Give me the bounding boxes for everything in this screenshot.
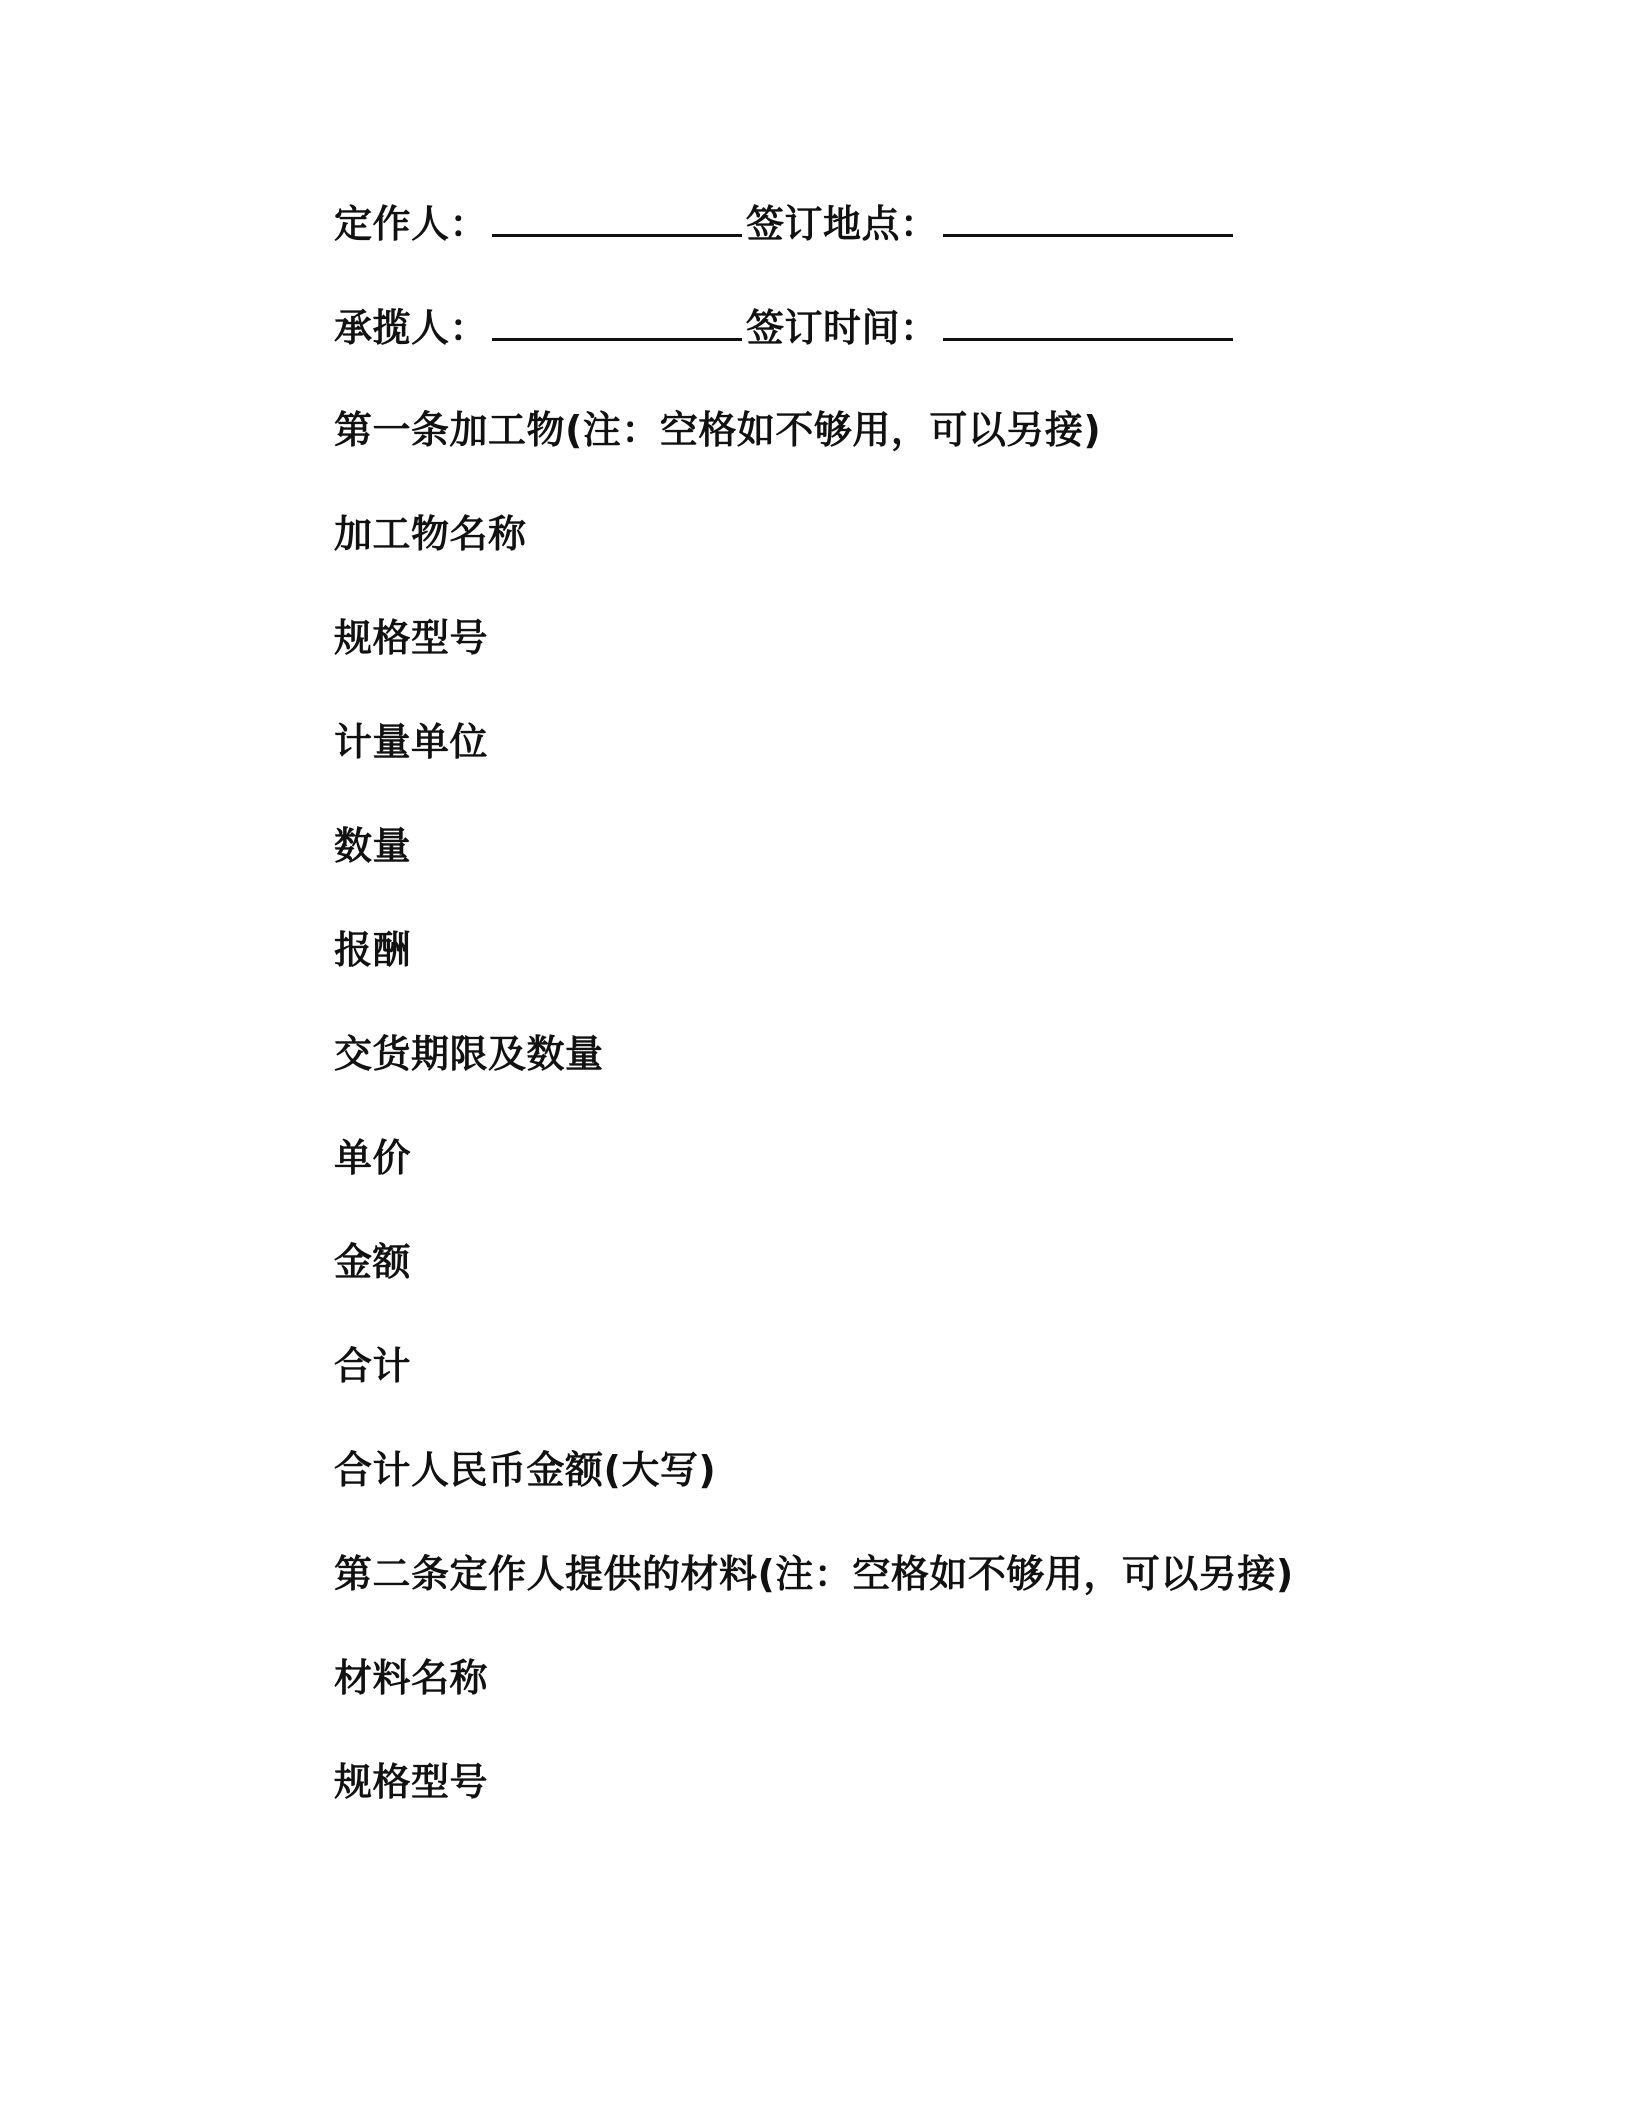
field-spec-model: 规格型号 bbox=[334, 616, 489, 660]
field-unit: 计量单位 bbox=[334, 720, 489, 764]
field-quantity: 数量 bbox=[334, 824, 412, 868]
header-row-undertaker bbox=[334, 294, 1484, 398]
label-qianding-didian: 签订地点： bbox=[746, 202, 939, 246]
header-row-contractor bbox=[334, 190, 1484, 294]
blank-qianding-didian[interactable] bbox=[943, 190, 1233, 237]
blank-qianding-shijian[interactable] bbox=[943, 294, 1233, 341]
field-delivery-term: 交货期限及数量 bbox=[334, 1032, 604, 1076]
article-1-title: 第一条加工物(注：空格如不够用，可以另接) bbox=[334, 408, 1102, 452]
label-dingzuoren: 定作人： bbox=[334, 202, 489, 246]
field-amount: 金额 bbox=[334, 1240, 412, 1284]
label-chenglanren: 承揽人： bbox=[334, 306, 489, 350]
contract-body bbox=[334, 190, 1484, 1854]
blank-chenglanren[interactable] bbox=[492, 294, 742, 341]
article-2-title: 第二条定作人提供的材料(注：空格如不够用，可以另接) bbox=[334, 1552, 1294, 1596]
field-item-name: 加工物名称 bbox=[334, 512, 527, 556]
blank-dingzuoren[interactable] bbox=[492, 190, 742, 237]
field-total: 合计 bbox=[334, 1344, 412, 1388]
field-total-rmb: 合计人民币金额(大写) bbox=[334, 1448, 717, 1492]
label-qianding-shijian: 签订时间： bbox=[746, 306, 939, 350]
field-material-spec: 规格型号 bbox=[334, 1760, 489, 1804]
field-remuneration: 报酬 bbox=[334, 928, 412, 972]
field-unit-price: 单价 bbox=[334, 1136, 412, 1180]
field-material-name: 材料名称 bbox=[334, 1656, 489, 1700]
